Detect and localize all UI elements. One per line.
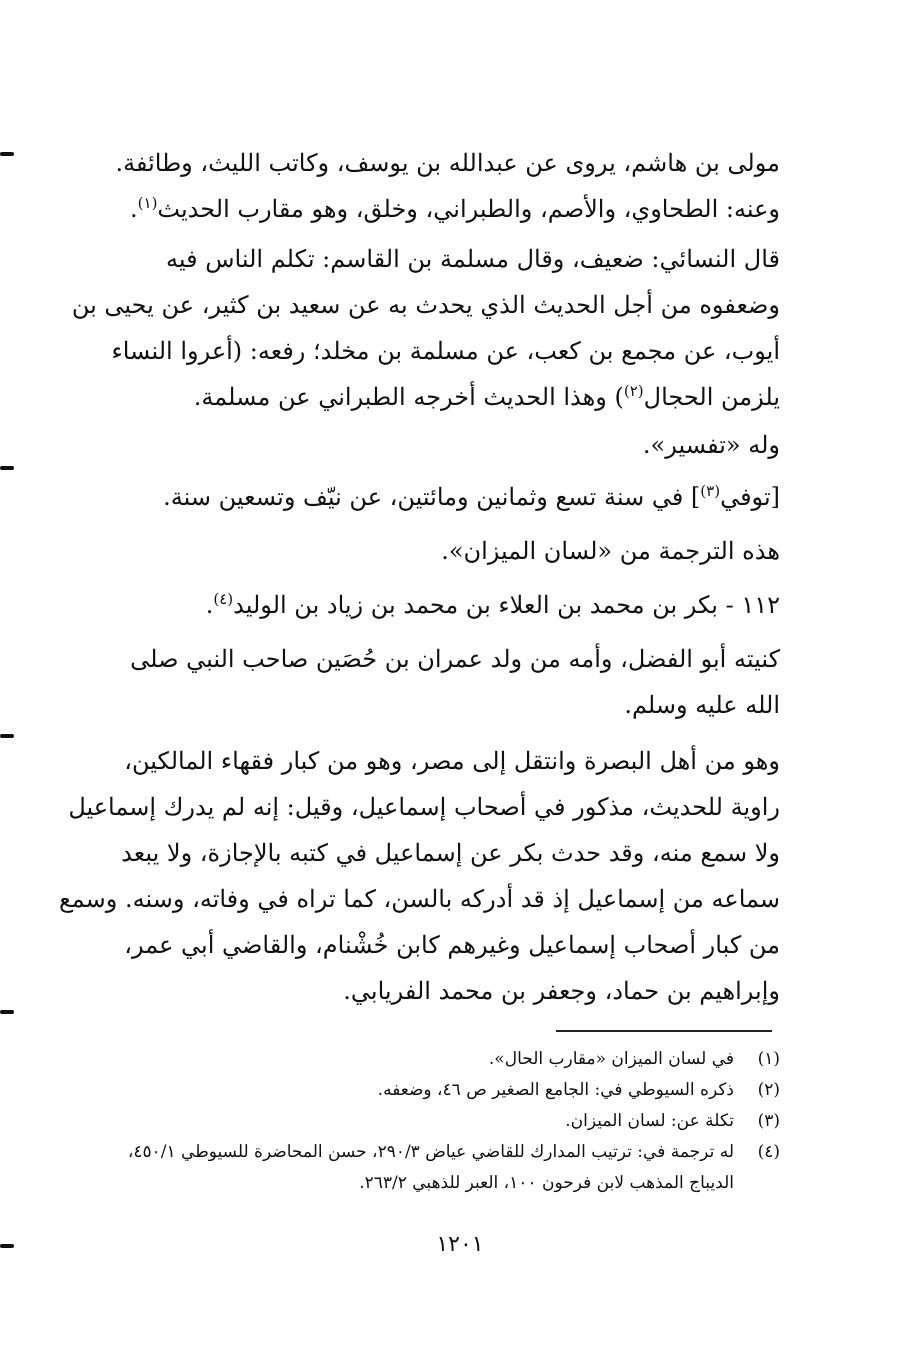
- footnote-number: (٣): [757, 1111, 780, 1131]
- text-line: وإبراهيم بن حماد، وجعفر بن محمد الفريابي.: [343, 977, 780, 1005]
- paragraph-7: [120, 636, 780, 728]
- footnotes: [100, 1044, 780, 1199]
- text-line: [120, 186, 780, 232]
- text-segment: ] في سنة تسع وثمانين ومائتين، عن نيّف وتسعين سنة.: [163, 483, 701, 511]
- text-line: كنيته أبو الفضل، وأمه من ولد عمران بن حُصَين صاحب النبي صلى: [130, 645, 780, 673]
- text-line: من كبار أصحاب إسماعيل وغيرهم كابن خُشْنام، والقاضي أبي عمر،: [124, 931, 780, 959]
- footnote-number: (٤): [757, 1142, 780, 1162]
- text-segment: [توفي: [720, 483, 780, 511]
- footnote-ref[interactable]: (٤): [213, 590, 234, 608]
- text-line: وله «تفسير».: [642, 431, 780, 459]
- footnote-text: في لسان الميزان «مقارب الحال».: [488, 1049, 734, 1069]
- text-line: وضعفوه من أجل الحديث الذي يحدث به عن سعيد بن كثير، عن يحيى بن: [71, 291, 780, 319]
- text-line: [120, 374, 780, 420]
- text-line: [120, 474, 780, 520]
- paragraph-8: [59, 738, 780, 1014]
- paragraph-4: [120, 474, 780, 520]
- paragraph-2: [71, 236, 780, 420]
- scan-edge-mark: [0, 1244, 14, 1248]
- text-segment: .: [205, 591, 214, 619]
- text-line: وهو من أهل البصرة وانتقل إلى مصر، وهو من كبار فقهاء المالكين،: [124, 747, 780, 775]
- footnote-text: له ترجمة في: ترتيب المدارك للقاضي عياض ٢٩٠/٣، حسن المحاضرة للسيوطي ٤٥٠/١،: [127, 1142, 734, 1162]
- scan-edge-mark: [0, 734, 14, 738]
- text-line: ولا سمع منه، وقد حدث بكر عن إسماعيل في كتبه بالإجازة، ولا يبعد: [121, 839, 780, 867]
- text-line: أيوب، عن مجمع بن كعب، عن مسلمة بن مخلد؛ رفعه: (أعروا النساء: [111, 337, 780, 365]
- text-segment: .: [130, 195, 138, 223]
- paragraph-3: [120, 422, 780, 468]
- scan-edge-mark: [0, 152, 14, 156]
- scan-edge-mark: [0, 466, 14, 470]
- footnote-divider: [556, 1030, 772, 1032]
- text-line: سماعه من إسماعيل إذ قد أدركه بالسن، كما تراه في وفاته، وسنه. وسمع: [59, 885, 780, 913]
- footnote-2: [100, 1075, 780, 1106]
- footnote-text: ذكره السيوطي في: الجامع الصغير ص ٤٦، وضعفه.: [377, 1080, 734, 1100]
- footnote-ref[interactable]: (١): [137, 194, 158, 212]
- paragraph-5: [120, 528, 780, 574]
- page-number: ١٢٠١: [436, 1232, 484, 1257]
- text-line: مولى بن هاشم، يروى عن عبدالله بن يوسف، وكاتب الليث، وطائفة.: [115, 149, 780, 177]
- footnote-3: [100, 1106, 780, 1137]
- text-segment: يلزمن الحجال: [643, 383, 780, 411]
- text-line: [120, 582, 780, 628]
- text-line: قال النسائي: ضعيف، وقال مسلمة بن القاسم: تكلم الناس فيه: [166, 245, 780, 273]
- text-segment: ١١٢ - بكر بن محمد بن العلاء بن محمد بن زياد بن الوليد: [233, 591, 780, 619]
- text-segment: ) وهذا الحديث أخرجه الطبراني عن مسلمة.: [193, 383, 624, 411]
- scan-edge-mark: [0, 1010, 14, 1014]
- footnote-ref[interactable]: (٣): [700, 482, 721, 500]
- footnote-number: (١): [757, 1049, 780, 1069]
- text-segment: وعنه: الطحاوي، والأصم، والطبراني، وخلق، وهو مقارب الحديث: [157, 195, 780, 223]
- entry-heading: [120, 582, 780, 628]
- footnote-number: (٢): [757, 1080, 780, 1100]
- text-line: الله عليه وسلم.: [624, 691, 780, 719]
- footnote-1: [100, 1044, 780, 1075]
- text-line: راوية للحديث، مذكور في أصحاب إسماعيل، وقيل: إنه لم يدرك إسماعيل: [68, 793, 780, 821]
- footnote-continuation: الديباج المذهب لابن فرحون ١٠٠، العبر للذهبي ٢٦٣/٢.: [359, 1173, 734, 1193]
- footnote-text: تكلة عن: لسان الميزان.: [565, 1111, 734, 1131]
- footnote-ref[interactable]: (٢): [623, 382, 644, 400]
- text-line: هذه الترجمة من «لسان الميزان».: [441, 537, 780, 565]
- paragraph-1: [115, 140, 780, 232]
- footnote-4: [100, 1137, 780, 1168]
